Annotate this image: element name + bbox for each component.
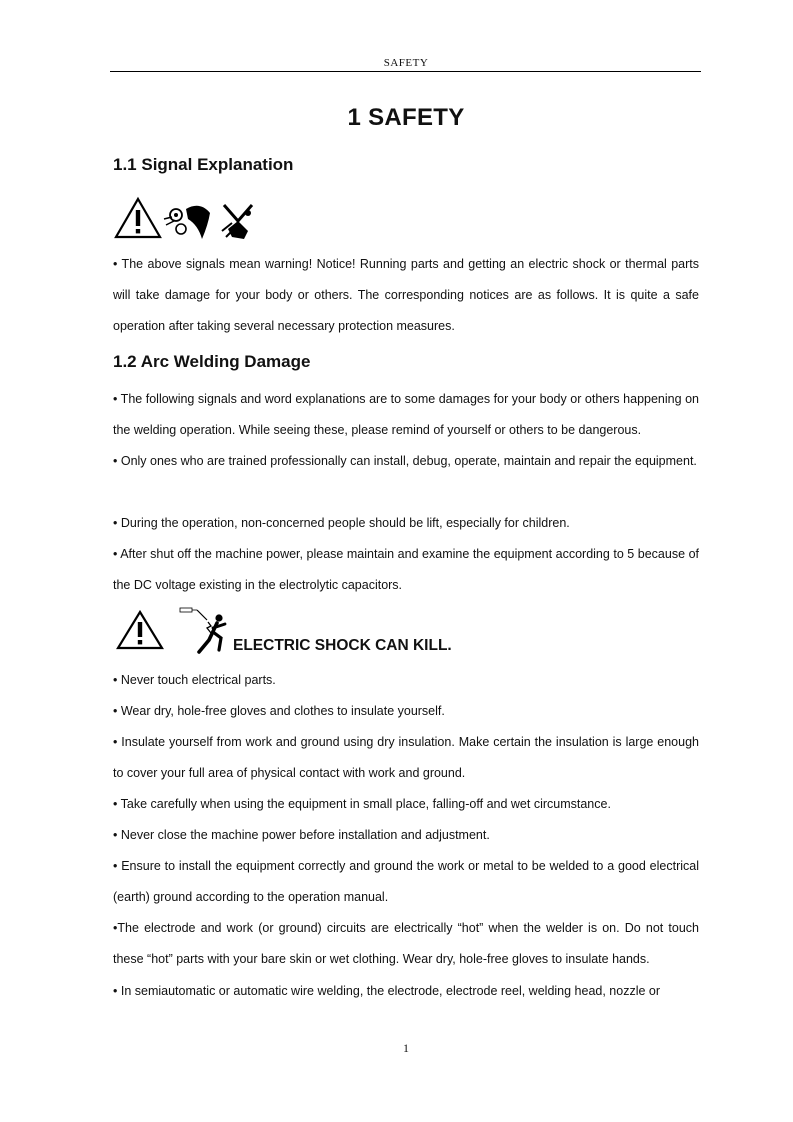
electric-shock-person-icon [179, 606, 235, 661]
electric-shock-item: • Insulate yourself from work and ground using dry insulation. Make certain the insulation is large enough to cover your full area of physical contact with work and ground. [113, 735, 699, 780]
page-number: 1 [403, 1041, 409, 1055]
electric-shock-item: • Never close the machine power before installation and adjustment. [113, 828, 490, 842]
electric-shock-item: •The electrode and work (or ground) circuits are electrically “hot” when the welder is on. Do not touch these “hot” parts with your bare skin or wet clothing. Wear dry, hole-free gloves to insulate hands. [113, 921, 699, 966]
arc-welding-paragraph: • During the operation, non-concerned people should be lift, especially for children. [113, 516, 570, 530]
arc-welding-paragraph: • The following signals and word explanations are to some damages for your body or others happening on the welding operation. While seeing these, please remind of yourself or others to be dangerous. [113, 392, 699, 437]
section-heading-signal-explanation: 1.1 Signal Explanation [113, 155, 294, 174]
arc-welding-paragraph: • After shut off the machine power, please maintain and examine the equipment according to 5 because of the DC voltage existing in the electrolytic capacitors. [113, 547, 699, 592]
running-header: SAFETY [383, 57, 429, 69]
hand-entanglement-icon [218, 201, 258, 246]
electric-shock-item: • Wear dry, hole-free gloves and clothes to insulate yourself. [113, 704, 445, 718]
electric-shock-heading: ELECTRIC SHOCK CAN KILL. [233, 637, 452, 654]
warning-triangle-icon [116, 609, 164, 656]
signal-explanation-paragraph: • The above signals mean warning! Notice! Running parts and getting an electric shock or thermal parts will take damage for your body or others. The corresponding notices are as follows. It is quite a safe operation after taking several necessary protection measures. [113, 257, 699, 333]
electric-shock-item: • In semiautomatic or automatic wire welding, the electrode, electrode reel, welding head, nozzle or [113, 984, 661, 998]
header-rule [110, 71, 701, 72]
rotating-parts-icon [162, 203, 212, 248]
arc-welding-paragraph: • Only ones who are trained professionally can install, debug, operate, maintain and repair the equipment. [113, 454, 697, 468]
electric-shock-item: • Never touch electrical parts. [113, 673, 276, 687]
electric-shock-item: • Ensure to install the equipment correctly and ground the work or metal to be welded to a good electrical (earth) ground according to the operation manual. [113, 859, 699, 904]
section-heading-arc-welding-damage: 1.2 Arc Welding Damage [113, 352, 311, 371]
warning-triangle-icon [114, 196, 162, 245]
electric-shock-item: • Take carefully when using the equipment in small place, falling-off and wet circumstance. [113, 797, 611, 811]
page-title: 1 SAFETY [347, 104, 465, 131]
